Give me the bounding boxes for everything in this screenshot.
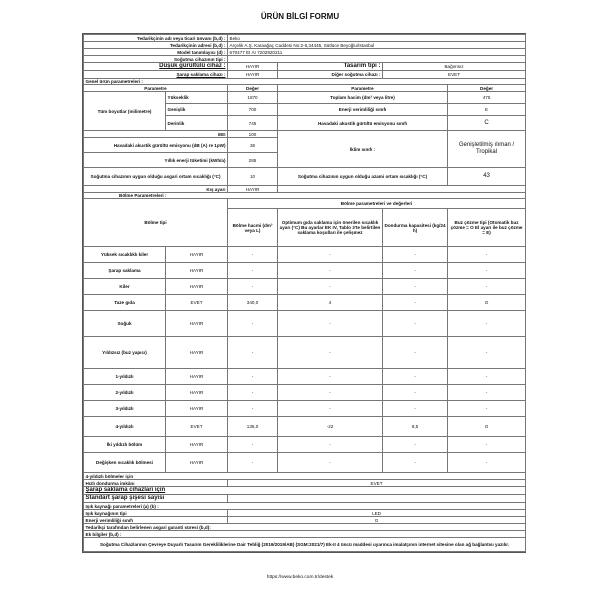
compartment-volume: -: [228, 337, 278, 369]
low-noise-value: HAYIR: [228, 63, 278, 71]
product-info-form: [82, 33, 526, 553]
compartment-present: HAYIR: [166, 437, 228, 453]
low-noise-label: Düşük gürültülü cihaz :: [84, 63, 228, 71]
compartment-defrost: -: [448, 337, 526, 369]
noise-label: Havadaki akustik gürültü emisyonu (dB (A) re 1pW): [84, 138, 228, 153]
compartment-type-header: Bölme tipi: [84, 199, 228, 247]
total-volume-value: 475: [448, 92, 526, 104]
compartment-temp: -: [278, 247, 383, 263]
extra-info-label: Ek bilgiler (b,d) :: [84, 531, 526, 538]
light-class-label: Enerji verimliliği sınıfı: [84, 517, 228, 524]
defrost-header: Buz çözme tipi (Otomatik buz çözme = O El ayarı ile buz çözme = E): [448, 209, 526, 247]
supplier-name-value: Beko: [228, 35, 526, 42]
model-value: 670477 EI AI 7202920211: [228, 49, 526, 56]
eei-label: EEI: [84, 131, 228, 138]
compartment-defrost: -: [448, 369, 526, 385]
compartment-volume: -: [228, 401, 278, 417]
compartment-temp: -: [278, 453, 383, 473]
compartment-defrost: -: [448, 385, 526, 401]
compartment-volume: -: [228, 263, 278, 279]
compartment-present: HAYIR: [166, 369, 228, 385]
compartment-present: HAYIR: [166, 453, 228, 473]
compartment-volume: -: [228, 247, 278, 263]
compartment-defrost: O: [448, 295, 526, 311]
annual-energy-value: 285: [228, 153, 278, 168]
general-value-header: Değer: [228, 85, 278, 92]
compartment-capacity: -: [383, 369, 448, 385]
compartment-row: [84, 295, 526, 311]
other-appliance-value: EVET: [383, 71, 526, 79]
compartment-capacity: -: [383, 337, 448, 369]
compartment-capacity: -: [383, 453, 448, 473]
four-star-heading: 4-yıldızlı bölmeler için: [84, 473, 526, 480]
compartment-temp: -: [278, 337, 383, 369]
min-temp-value: 10: [228, 168, 278, 186]
compartment-name: Değişken sıcaklık bölmesi: [84, 453, 166, 473]
compartment-name: Soğuk: [84, 311, 166, 337]
capacity-header: Dondurma kapasitesi (kg/24 h): [383, 209, 448, 247]
depth-label: Derinlik: [166, 116, 228, 131]
energy-class-label: Enerji verimliliği sınıfı: [278, 104, 448, 116]
noise-class-value: C: [448, 116, 526, 131]
compartment-temp: -22: [278, 417, 383, 437]
temp-header: Optimum gıda saklama için önerilen sıcaklık ayarı (°C) Bu ayarlar EK IV, Tablo 3'te belirtilen saklama koşulları ile çelişmez: [278, 209, 383, 247]
compartment-name: 3-yıldızlı: [84, 401, 166, 417]
compartment-capacity: -: [383, 295, 448, 311]
compartment-temp: -: [278, 311, 383, 337]
compartment-present: HAYIR: [166, 401, 228, 417]
compartment-present: HAYIR: [166, 311, 228, 337]
compartment-temp: 4: [278, 295, 383, 311]
supplier-name-label: Tedarikçinin adı veya ticari ünvanı (b,d) :: [84, 35, 228, 42]
appliance-type-value: [228, 56, 526, 63]
winter-setting-value: HAYIR: [228, 186, 278, 193]
compartment-present: HAYIR: [166, 247, 228, 263]
noise-class-label: Havadaki akustik gürültü emisyonu sınıfı: [278, 116, 448, 131]
general-heading: Genel ürün parametreleri :: [84, 79, 526, 85]
appliance-type-label: Soğutma cihazının tipi :: [84, 56, 228, 63]
fast-freeze-value: EVET: [228, 480, 526, 487]
compartment-volume: -: [228, 279, 278, 295]
design-type-value: Bağımsız: [383, 63, 526, 71]
other-appliance-label: Diğer soğutma cihazı :: [278, 71, 383, 79]
compartments-heading: Bölme Parametreleri :: [84, 193, 526, 199]
compartment-present: HAYIR: [166, 385, 228, 401]
winter-setting-blank: [278, 186, 526, 193]
compartment-capacity: -: [383, 311, 448, 337]
general-param-header-2: Parametre: [278, 85, 448, 92]
support-url[interactable]: https://www.beko.com.tr/destek: [266, 575, 334, 580]
compartment-defrost: -: [448, 279, 526, 295]
compartment-defrost: -: [448, 247, 526, 263]
wine-bottles-value: [228, 495, 526, 503]
compartment-name: 2-yıldızlı: [84, 385, 166, 401]
form-title: ÜRÜN BİLGİ FORMU: [260, 12, 340, 21]
compartment-present: HAYIR: [166, 279, 228, 295]
wine-bottles-label: Standart şarap şişesi sayısı: [84, 495, 228, 503]
form-table: [83, 34, 526, 552]
light-class-value: G: [228, 517, 526, 524]
height-value: 1870: [228, 92, 278, 104]
annual-energy-label: Yıllık enerji tüketimi (kWh/a): [84, 153, 228, 168]
compartment-defrost: O: [448, 417, 526, 437]
compartment-rows: [84, 247, 526, 473]
compartment-present: EVET: [166, 295, 228, 311]
compartment-row: [84, 401, 526, 417]
climate-value: Genişletilmiş ılıman / Tropikal: [448, 131, 526, 168]
max-temp-value: 43: [448, 168, 526, 186]
light-heading: Işık kaynağı parametreleri (a) (b) :: [84, 503, 526, 510]
compartment-defrost: -: [448, 263, 526, 279]
compartment-capacity: 8,5: [383, 417, 448, 437]
height-label: Yükseklik: [166, 92, 228, 104]
compartment-volume: -: [228, 311, 278, 337]
compartment-defrost: -: [448, 453, 526, 473]
compartment-row: [84, 337, 526, 369]
compartment-name: Yıldızsız (buz yapıcı): [84, 337, 166, 369]
min-temp-label: Soğutma cihazının uygun olduğu asgari ortam sıcaklığı (°C): [84, 168, 228, 186]
compartment-name: Yüksek sıcaklıklı kiler: [84, 247, 166, 263]
compartment-capacity: -: [383, 437, 448, 453]
wine-heading: Şarap saklama cihazları için: [84, 487, 526, 495]
winter-setting-label: Kış ayarı: [84, 186, 228, 193]
compartment-volume: 340,0: [228, 295, 278, 311]
compartment-volume: -: [228, 385, 278, 401]
model-label: Model tanımlayıcı (d) :: [84, 49, 228, 56]
compartment-temp: -: [278, 401, 383, 417]
width-value: 700: [228, 104, 278, 116]
regulation-note: Soğutma Cihazlarının Çevreye Duyarlı Tasarım Gerekliliklerine Dair Tebliğ (2019/2019/AB) (SGM:2021/7) Ek-II 4 üncü maddesi uyarınca imalatçının internet sitesine olan ağ bağlantısı yazılır.: [84, 538, 526, 552]
compartment-name: Şarap saklama: [84, 263, 166, 279]
supplier-address-value: Arçelik A.Ş. Karaağaç Caddesi No:2-6,34445, Sütlüce Beyoğlu/İstanbul: [228, 42, 526, 49]
compartment-temp: -: [278, 385, 383, 401]
total-volume-label: Toplam hacim (dm³ veya litre): [278, 92, 448, 104]
compartment-capacity: -: [383, 279, 448, 295]
compartment-row: [84, 417, 526, 437]
compartment-defrost: -: [448, 437, 526, 453]
climate-label: İklim sınıfı :: [278, 131, 448, 168]
compartment-volume: 135,0: [228, 417, 278, 437]
compartment-row: [84, 311, 526, 337]
supplier-address-label: Tedarikçinin adresi (b,d) :: [84, 42, 228, 49]
compartment-group-header: Bölme parametreleri ve değerleri: [228, 199, 526, 209]
compartment-name: Taze gıda: [84, 295, 166, 311]
dimensions-label: Tüm boyutlar (milimetre): [84, 92, 166, 131]
compartment-name: Kiler: [84, 279, 166, 295]
general-value-header-2: Değer: [448, 85, 526, 92]
compartment-row: [84, 369, 526, 385]
eei-value: 100: [228, 131, 278, 138]
max-temp-label: Soğutma cihazının uygun olduğu azami ortam sıcaklığı (°C): [278, 168, 448, 186]
energy-class-value: E: [448, 104, 526, 116]
compartment-row: [84, 385, 526, 401]
compartment-row: [84, 437, 526, 453]
compartment-name: 4-yıldızlı: [84, 417, 166, 437]
compartment-name: 1-yıldızlı: [84, 369, 166, 385]
width-label: Genişlik: [166, 104, 228, 116]
wine-storage-value: HAYIR: [228, 71, 278, 79]
compartment-defrost: -: [448, 311, 526, 337]
compartment-volume: -: [228, 453, 278, 473]
compartment-temp: -: [278, 369, 383, 385]
compartment-defrost: -: [448, 401, 526, 417]
depth-value: 745: [228, 116, 278, 131]
compartment-capacity: -: [383, 401, 448, 417]
general-param-header: Parametre: [84, 85, 228, 92]
compartment-capacity: -: [383, 385, 448, 401]
compartment-temp: -: [278, 279, 383, 295]
compartment-row: [84, 247, 526, 263]
fast-freeze-label: Hızlı dondurma imkânı: [84, 480, 228, 487]
volume-header: Bölme hacmi (dm³ veya L): [228, 209, 278, 247]
compartment-row: [84, 263, 526, 279]
compartment-volume: -: [228, 369, 278, 385]
compartment-capacity: -: [383, 263, 448, 279]
compartment-row: [84, 279, 526, 295]
compartment-name: İki yıldızlı bölüm: [84, 437, 166, 453]
light-type-value: LED: [228, 510, 526, 517]
compartment-present: HAYIR: [166, 337, 228, 369]
design-type-label: Tasarım tipi :: [278, 63, 383, 71]
noise-value: 36: [228, 138, 278, 153]
compartment-row: [84, 453, 526, 473]
compartment-present: EVET: [166, 417, 228, 437]
compartment-temp: -: [278, 263, 383, 279]
compartment-volume: -: [228, 437, 278, 453]
light-type-label: Işık kaynağının tipi: [84, 510, 228, 517]
compartment-capacity: -: [383, 247, 448, 263]
compartment-temp: -: [278, 437, 383, 453]
warranty-label: Tedarikçi tarafından belirlenen asgari garanti süresi (b,d):: [84, 524, 526, 531]
compartment-present: HAYIR: [166, 263, 228, 279]
wine-storage-label: Şarap saklama cihazı :: [84, 71, 228, 79]
